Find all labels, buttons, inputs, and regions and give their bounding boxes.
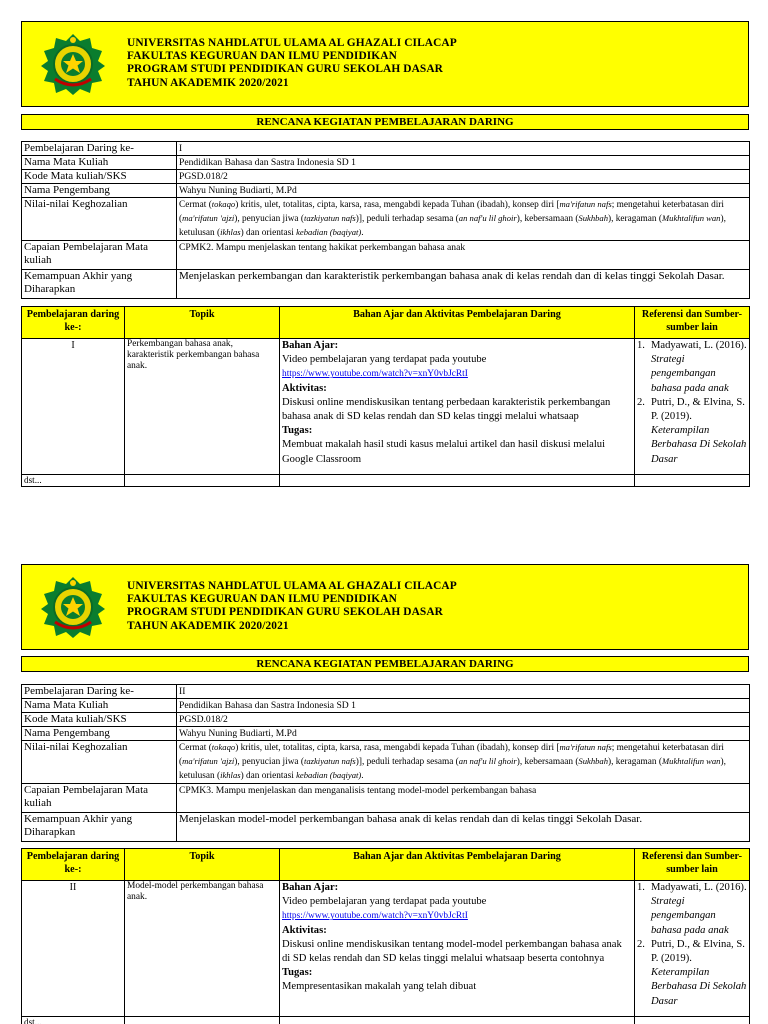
label-pertemuan: Pembelajaran Daring ke- xyxy=(22,685,177,699)
label-kemampuan: Kemampuan Akhir yang Diharapkan xyxy=(22,813,177,842)
col-header-pertemuan: Pembelajaran daring ke-: xyxy=(22,307,125,339)
info-row-nilai xyxy=(22,198,750,241)
academic-year: TAHUN AKADEMIK 2020/2021 xyxy=(127,76,289,89)
bahan-ajar-label: Bahan Ajar: xyxy=(282,882,339,893)
label-nilai: Nilai-nilai Keghozalian xyxy=(22,741,177,784)
faculty-name: FAKULTAS KEGURUAN DAN ILMU PENDIDIKAN xyxy=(127,50,397,63)
value-capaian: CPMK3. Mampu menjelaskan dan menganalisis tentang model-model perkembangan bahasa xyxy=(177,784,750,813)
label-capaian: Capaian Pembelajaran Mata kuliah xyxy=(22,241,177,270)
aktivitas-label: Aktivitas: xyxy=(282,924,327,936)
row-referensi xyxy=(635,881,750,1017)
info-row-capaian xyxy=(22,241,750,270)
value-kemampuan: Menjelaskan model-model perkembangan bahasa anak di kelas rendah dan di kelas tinggi Sekolah Dasar. xyxy=(177,813,750,842)
activity-header-row xyxy=(22,307,750,339)
aktivitas-text: Diskusi online mendiskusikan tentang model-model perkembangan bahasa anak di SD kelas rendah dan SD kelas tinggi melalui whatsaap beserta contohnya xyxy=(282,938,622,965)
header-text xyxy=(127,580,457,633)
activity-table xyxy=(21,848,750,1024)
university-name: UNIVERSITAS NAHDLATUL ULAMA AL GHAZALI CILACAP xyxy=(127,580,457,592)
activity-header-row xyxy=(22,849,750,881)
info-table xyxy=(21,141,750,299)
header-text xyxy=(127,37,457,90)
program-name: PROGRAM STUDI PENDIDIKAN GURU SEKOLAH DASAR xyxy=(127,63,443,76)
col-header-bahan: Bahan Ajar dan Aktivitas Pembelajaran Daring xyxy=(280,307,635,339)
col-header-referensi: Referensi dan Sumber-sumber lain xyxy=(635,849,750,881)
info-row-nilai xyxy=(22,741,750,784)
university-logo-icon xyxy=(40,576,106,638)
row-topik: Model-model perkembangan bahasa anak. xyxy=(125,881,280,1017)
label-capaian: Capaian Pembelajaran Mata kuliah xyxy=(22,784,177,813)
row-referensi xyxy=(635,339,750,475)
info-row-pertemuan xyxy=(22,685,750,699)
info-row-matkul xyxy=(22,699,750,713)
label-kemampuan: Kemampuan Akhir yang Diharapkan xyxy=(22,270,177,299)
col-header-topik: Topik xyxy=(125,307,280,339)
value-matkul: Pendidikan Bahasa dan Sastra Indonesia SD 1 xyxy=(177,699,750,713)
info-row-matkul xyxy=(22,156,750,170)
value-matkul: Pendidikan Bahasa dan Sastra Indonesia SD 1 xyxy=(177,156,750,170)
col-header-referensi: Referensi dan Sumber-sumber lain xyxy=(635,307,750,339)
row-bahan-aktivitas xyxy=(280,881,635,1017)
info-row-pengembang xyxy=(22,184,750,198)
tugas-text: Mempresentasikan makalah yang telah dibuat xyxy=(282,981,477,993)
header-banner xyxy=(21,21,749,107)
value-pertemuan: I xyxy=(177,142,750,156)
value-capaian: CPMK2. Mampu menjelaskan tentang hakikat perkembangan bahasa anak xyxy=(177,241,750,270)
col-header-topik: Topik xyxy=(125,849,280,881)
bahan-ajar-label: Bahan Ajar: xyxy=(282,340,339,351)
info-row-kemampuan xyxy=(22,813,750,842)
rps-title: RENCANA KEGIATAN PEMBELAJARAN DARING xyxy=(21,114,749,130)
youtube-link[interactable]: https://www.youtube.com/watch?v=xnY0vbJcRtI xyxy=(282,369,468,380)
col-header-pertemuan: Pembelajaran daring ke-: xyxy=(22,849,125,881)
activity-row xyxy=(22,881,750,1017)
row-topik: Perkembangan bahasa anak, karakteristik perkembangan bahasa anak. xyxy=(125,339,280,475)
label-nilai: Nilai-nilai Keghozalian xyxy=(22,198,177,241)
reference-list xyxy=(637,881,747,1009)
label-pertemuan: Pembelajaran Daring ke- xyxy=(22,142,177,156)
info-table xyxy=(21,684,750,842)
info-row-capaian xyxy=(22,784,750,813)
bahan-ajar-text: Video pembelajaran yang terdapat pada youtube xyxy=(282,896,487,908)
label-kode: Kode Mata kuliah/SKS xyxy=(22,713,177,727)
label-matkul: Nama Mata Kuliah xyxy=(22,699,177,713)
col-header-bahan: Bahan Ajar dan Aktivitas Pembelajaran Daring xyxy=(280,849,635,881)
aktivitas-label: Aktivitas: xyxy=(282,382,327,394)
dst-cell: dst... xyxy=(22,1017,125,1024)
tugas-label: Tugas: xyxy=(282,967,313,979)
tugas-text: Membuat makalah hasil studi kasus melalui artikel dan hasil diskusi melalui Google Classroom xyxy=(282,439,606,465)
dst-cell: dst... xyxy=(22,475,125,487)
rps-title: RENCANA KEGIATAN PEMBELAJARAN DARING xyxy=(21,656,749,672)
info-row-kode xyxy=(22,170,750,184)
university-name: UNIVERSITAS NAHDLATUL ULAMA AL GHAZALI CILACAP xyxy=(127,37,457,49)
aktivitas-text: Diskusi online mendiskusikan tentang perbedaan karakteristik perkembangan bahasa anak di SD kelas rendah dan SD kelas tinggi melalui whatsaap xyxy=(282,396,611,423)
header-banner xyxy=(21,564,749,650)
activity-row xyxy=(22,339,750,475)
info-row-pertemuan xyxy=(22,142,750,156)
university-logo-icon xyxy=(40,33,106,95)
label-pengembang: Nama Pengembang xyxy=(22,727,177,741)
dst-row xyxy=(22,1017,750,1024)
row-number: II xyxy=(22,881,125,1017)
reference-list xyxy=(637,339,747,467)
youtube-link[interactable]: https://www.youtube.com/watch?v=xnY0vbJcRtI xyxy=(282,911,468,922)
bahan-ajar-text: Video pembelajaran yang terdapat pada youtube xyxy=(282,354,487,366)
label-matkul: Nama Mata Kuliah xyxy=(22,156,177,170)
info-row-pengembang xyxy=(22,727,750,741)
value-pengembang: Wahyu Nuning Budiarti, M.Pd xyxy=(177,727,750,741)
label-pengembang: Nama Pengembang xyxy=(22,184,177,198)
program-name: PROGRAM STUDI PENDIDIKAN GURU SEKOLAH DASAR xyxy=(127,606,443,619)
label-kode: Kode Mata kuliah/SKS xyxy=(22,170,177,184)
info-row-kode xyxy=(22,713,750,727)
value-kode: PGSD.018/2 xyxy=(177,170,750,184)
dst-row xyxy=(22,475,750,487)
reference-item: 2. Putri, D., & Elvina, S. P. (2019). Keterampilan Berbahasa Di Sekolah Dasar xyxy=(637,938,747,1007)
value-kemampuan: Menjelaskan perkembangan dan karakteristik perkembangan bahasa anak di kelas rendah dan di kelas tinggi Sekolah Dasar. xyxy=(177,270,750,299)
value-nilai: Cermat (tokaqo) kritis, ulet, totalitas, cipta, karsa, rasa, mengabdi kepada Tuhan (ibadah), konsep diri [ma'rifatun nafs; mengetahui keterbatasan diri (ma'rifatun 'ajzi), penyucian jiwa (tazkiyatun nafs)], peduli terhadap sesama (an naf'u lil ghoir), kebersamaan (Sukhbah), keragaman (Mukhtalifun wan), ketulusan (ikhlas) dan orientasi kebadian (baqiyat). xyxy=(177,198,750,241)
activity-table xyxy=(21,306,750,487)
faculty-name: FAKULTAS KEGURUAN DAN ILMU PENDIDIKAN xyxy=(127,593,397,606)
tugas-label: Tugas: xyxy=(282,425,313,437)
row-number: I xyxy=(22,339,125,475)
value-pengembang: Wahyu Nuning Budiarti, M.Pd xyxy=(177,184,750,198)
reference-item: 1. Madyawati, L. (2016). Strategi pengembangan bahasa pada anak xyxy=(637,340,747,394)
reference-item: 2. Putri, D., & Elvina, S. P. (2019). Keterampilan Berbahasa Di Sekolah Dasar xyxy=(637,396,747,465)
value-nilai: Cermat (tokaqo) kritis, ulet, totalitas, cipta, karsa, rasa, mengabdi kepada Tuhan (ibadah), konsep diri [ma'rifatun nafs; mengetahui keterbatasan diri (ma'rifatun 'ajzi), penyucian jiwa (tazkiyatun nafs)], peduli terhadap sesama (an naf'u lil ghoir), kebersamaan (Sukhbah), keragaman (Mukhtalifun wan), ketulusan (ikhlas) dan orientasi kebadian (baqiyat). xyxy=(177,741,750,784)
reference-item: 1. Madyawati, L. (2016). Strategi pengembangan bahasa pada anak xyxy=(637,882,747,936)
row-bahan-aktivitas xyxy=(280,339,635,475)
academic-year: TAHUN AKADEMIK 2020/2021 xyxy=(127,619,289,632)
value-pertemuan: II xyxy=(177,685,750,699)
value-kode: PGSD.018/2 xyxy=(177,713,750,727)
info-row-kemampuan xyxy=(22,270,750,299)
